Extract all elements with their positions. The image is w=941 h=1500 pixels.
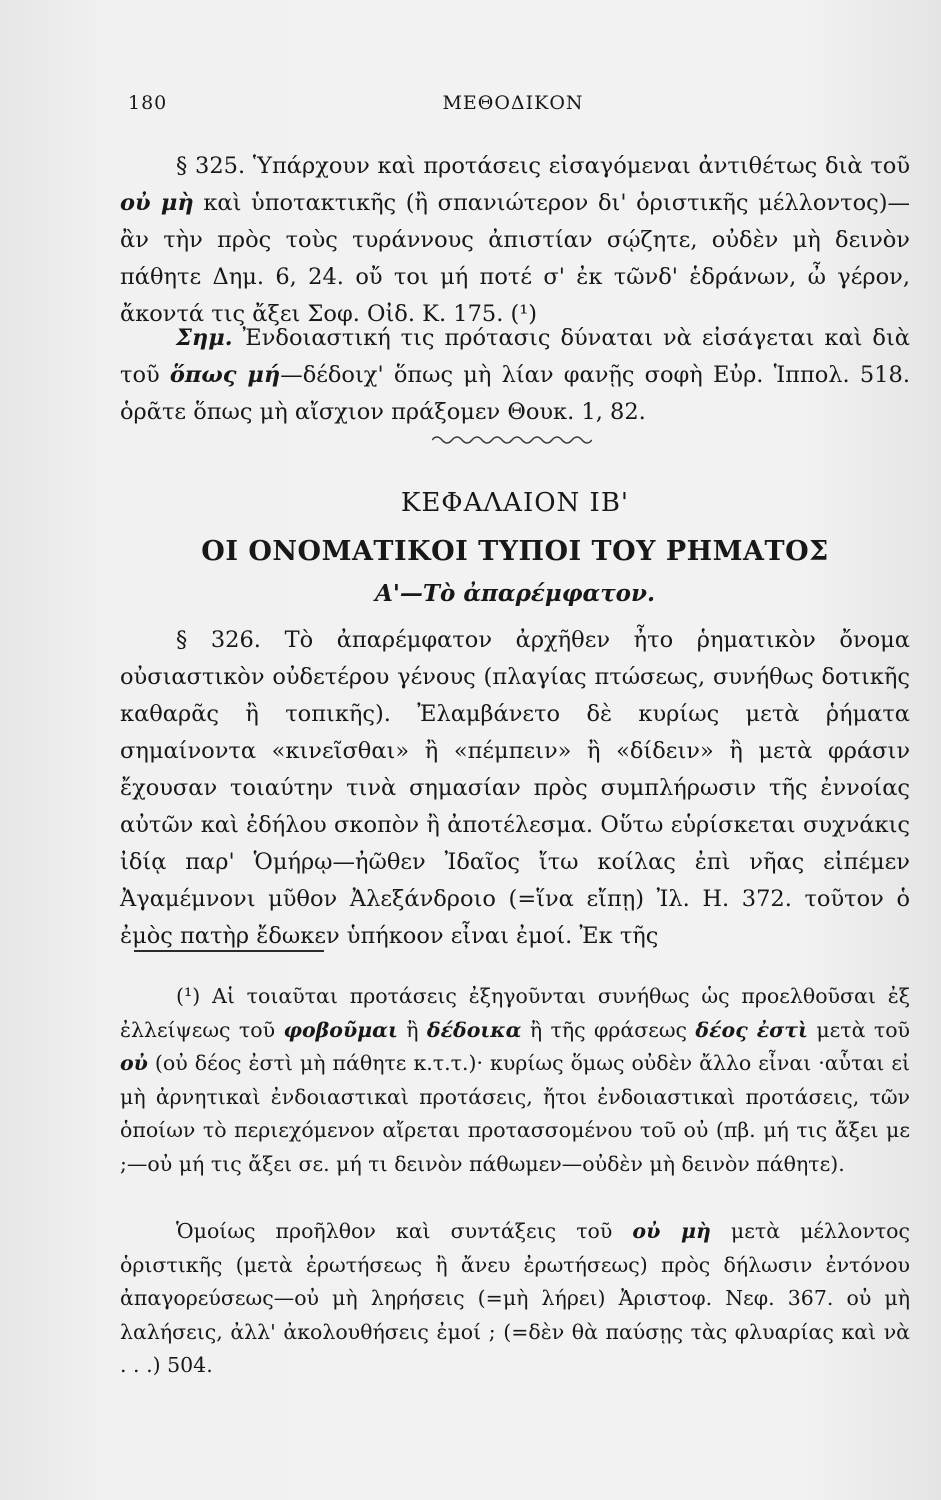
paragraph-326-text: Τὸ ἀπαρέμφατον ἀρχῆθεν ἦτο ῥηματικὸν ὄνομα οὐσιαστικὸν οὐδετέρου γένους (πλαγίας πτώσεως, συνήθως δοτικῆς καθαρᾶς ἢ τοπικῆς). Ἐλαμβάνετο δὲ κυρίως μετὰ ῥήματα σημαίνοντα «κινεῖσθαι» ἢ «πέμπειν» ἢ «δίδειν» ἢ μετὰ φράσιν ἔχουσαν τοιαύτην τινὰ σημασίαν πρὸς συμπλήρωσιν τῆς ἐννοίας αὐτῶν καὶ ἐδήλου σκοπὸν ἢ ἀποτέλεσμα. Οὕτω εὑρίσκεται συχνάκις ἰδίᾳ παρ' Ὁμήρῳ—ἠῶθεν Ἰδαῖος ἴτω κοίλας ἐπὶ νῆας εἰπέμεν Ἀγαμέμνονι μῦθον Ἀλεξάνδροιο (=ἵνα εἴπῃ) Ἰλ. Η. 372. τοῦτον ὁ ἐμὸς πατὴρ ἔδωκεν ὑπήκοον εἶναι ἐμοί. Ἐκ τῆς <box>120 627 910 949</box>
paragraph-325-text-1: Ὑπάρχουν καὶ προτάσεις εἰσαγόμεναι ἀντιθέτως διὰ τοῦ <box>252 153 910 179</box>
running-title: ΜΕΘΟΔΙΚΟΝ <box>442 92 584 114</box>
footnote-paragraph-1 <box>120 980 910 1181</box>
emphasis-opos-me: ὅπως μή <box>169 362 281 388</box>
emphasis-ou: οὐ <box>120 1051 148 1075</box>
footnote-2-text-2: μετὰ μέλλοντος ὁριστικῆς (μετὰ ἐρωτήσεως ἢ ἄνευ ἐρωτήσεως) πρὸς δήλωσιν ἐντόνου ἀπαγορεύσεως—οὐ μὴ ληρήσεις (=μὴ λήρει) Ἀριστοφ. Νεφ. 367. οὐ μὴ λαλήσεις, ἀλλ' ἀκολουθήσεις ἐμοί ; (=δὲν θὰ παύσῃς τὰς φλυαρίας καὶ νὰ . . .) 504. <box>120 1219 911 1377</box>
section-label-325: § 325. <box>176 153 246 179</box>
note-text-2: —δέδοιχ' ὅπως μὴ λίαν φανῇς σοφὴ Εὐρ. Ἱππολ. 518. ὁρᾶτε ὅπως μὴ αἴσχιον πράξομεν Θουκ. 1, 82. <box>120 362 911 425</box>
emphasis-ou-me: οὐ μὴ <box>120 190 194 216</box>
emphasis-dedoika: δέδοικα <box>426 1017 522 1042</box>
footnote-rule <box>134 950 324 952</box>
emphasis-deos-esti: δέος ἐστὶ <box>695 1017 808 1042</box>
footnote-1-text-3: ἢ τῆς φράσεως <box>521 1017 696 1042</box>
page-header <box>128 92 898 122</box>
footnote-2-text-1: Ὁμοίως προῆλθον καὶ συντάξεις τοῦ <box>176 1219 633 1243</box>
chapter-title: ΚΕΦΑΛΑΙΟΝ ΙΒ' <box>400 488 630 518</box>
footnote-1-text-2: ἢ <box>397 1017 427 1042</box>
section-label-326: § 326. <box>176 627 261 653</box>
emphasis-ou-me-2: οὐ μὴ <box>632 1219 711 1243</box>
footnote-paragraph-2 <box>120 1215 910 1383</box>
note-paragraph <box>120 320 910 431</box>
wavy-separator <box>432 432 592 448</box>
page-number: 180 <box>128 92 168 114</box>
chapter-subtitle: ΟΙ ΟΝΟΜΑΤΙΚΟΙ ΤΥΠΟΙ ΤΟΥ ΡΗΜΑΤΟΣ <box>201 536 829 567</box>
chapter-section-heading: Α'—Τὸ ἀπαρέμφατον. <box>375 580 655 607</box>
paragraph-325-text-2: καὶ ὑποτακτικῆς (ἢ σπανιώτερον δι' ὁριστικῆς μέλλοντος)—ἂν τὴν πρὸς τοὺς τυράννους ἀπιστίαν σῴζητε, οὐδὲν μὴ δεινὸν πάθητε Δημ. 6, 24. οὔ τοι μή ποτέ σ' ἐκ τῶνδ' ἑδράνων, ὦ γέρον, ἄκοντά τις ἄξει Σοφ. Οἰδ. Κ. 175. (¹) <box>120 190 910 327</box>
footnote-1-text-4: μετὰ τοῦ <box>807 1017 911 1042</box>
note-label: Σημ. <box>176 325 233 351</box>
note-text-1: Ἐνδοιαστική τις πρότασις δύναται νὰ εἰσάγεται καὶ διὰ τοῦ <box>120 325 910 388</box>
footnote-1-text-5: (οὐ δέος ἐστὶ μὴ πάθητε κ.τ.τ.)· κυρίως ὅμως οὐδὲν ἄλλο εἶναι ·αὗται εἰ μὴ ἀρνητικαὶ ἐνδοιαστικαὶ προτάσεις, ἤτοι ἐνδοιαστικαὶ προτάσεις, τῶν ὁποίων τὸ περιεχόμενον αἴρεται προτασσομένου τοῦ οὐ (πβ. μή τις ἄξει με ;—οὐ μή τις ἄξει σε. μή τι δεινὸν πάθωμεν—οὐδὲν μὴ δεινὸν πάθητε). <box>120 1051 910 1176</box>
footnote-1-text-1: (¹) Αἱ τοιαῦται προτάσεις ἐξηγοῦνται συνήθως ὡς προελθοῦσαι ἐξ ἐλλείψεως τοῦ <box>120 984 910 1042</box>
paragraph-325 <box>120 148 910 333</box>
emphasis-foboumai: φοβοῦμαι <box>283 1017 398 1042</box>
paragraph-326 <box>120 622 910 955</box>
